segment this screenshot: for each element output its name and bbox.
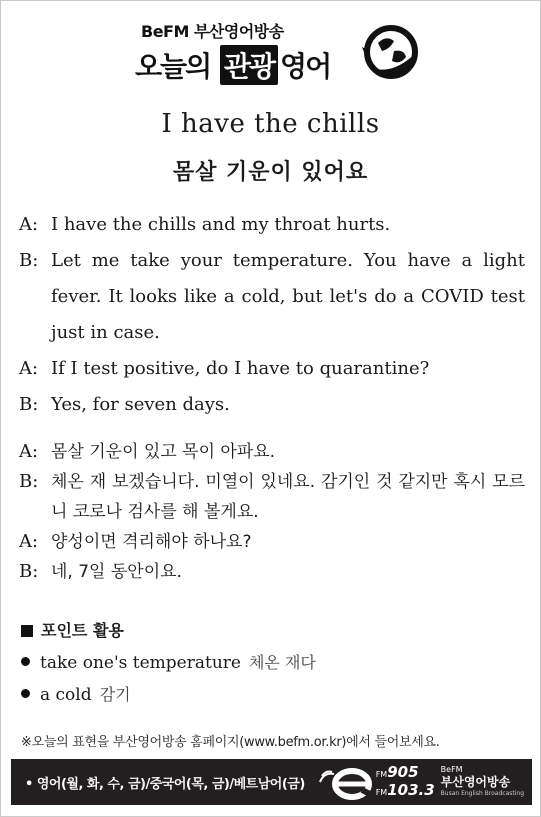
- fm-label: FM: [375, 770, 388, 779]
- speaker-label: A:: [19, 531, 39, 552]
- dialogue-english: [19, 207, 525, 423]
- dialogue-line: [19, 207, 525, 243]
- dialogue-line: [19, 527, 525, 557]
- speaker-label: B:: [19, 471, 39, 492]
- bullet-icon: [21, 689, 30, 698]
- brand-name: 부산영어방송: [440, 775, 511, 789]
- dialogue-text: 몸살 기운이 있고 목이 아파요.: [51, 442, 276, 462]
- dialogue-text: Let me take your temperature. You have a light fever. It looks like a cold, but let's do a COVID test just in case.: [51, 250, 525, 343]
- station-brand: [441, 764, 524, 800]
- point-korean: 감기: [99, 685, 131, 704]
- point-korean: 체온 재다: [248, 653, 316, 672]
- frequency-905: 905: [387, 763, 419, 781]
- footer-bar: [11, 759, 532, 805]
- speaker-label: A:: [19, 358, 39, 379]
- logo-title-post: 영어: [280, 50, 331, 83]
- dialogue-line: [19, 351, 525, 387]
- dialogue-text: I have the chills and my throat hurts.: [51, 214, 391, 235]
- point-section-title: [21, 618, 124, 641]
- square-bullet-icon: [21, 625, 33, 637]
- frequency-1033: 103.3: [387, 781, 435, 799]
- point-english: take one's temperature: [40, 653, 241, 673]
- dialogue-line: [19, 437, 525, 467]
- logo-title: [135, 45, 330, 85]
- expression-title-english: I have the chills: [161, 109, 380, 139]
- dialogue-text: If I test positive, do I have to quarantine?: [51, 358, 430, 379]
- logo-subtitle: BeFM 부산영어방송: [141, 22, 284, 41]
- point-title-text: 포인트 활용: [41, 621, 124, 640]
- program-logo: [135, 19, 425, 97]
- dialogue-korean: [19, 437, 525, 587]
- speaker-label: B:: [19, 394, 39, 415]
- point-english: a cold: [40, 685, 92, 705]
- speaker-label: A:: [19, 441, 39, 462]
- broadcast-schedule: • 영어(월, 화, 수, 금)/중국어(목, 금)/베트남어(금): [25, 776, 305, 792]
- logo-title-pre: 오늘의: [135, 50, 218, 83]
- logo-title-box: 관광: [220, 45, 278, 85]
- dialogue-line: [19, 243, 525, 351]
- dialogue-line: [19, 467, 525, 527]
- bullet-icon: [21, 657, 30, 666]
- station-logo: [318, 764, 532, 800]
- dialogue-text: 양성이면 격리해야 하나요?: [51, 532, 252, 552]
- footnote: ※오늘의 표현을 부산영어방송 홈페이지(www.befm.or.kr)에서 들어보세요.: [21, 735, 440, 750]
- point-item: [21, 647, 316, 679]
- expression-title-korean: 몸살 기운이 있어요: [172, 160, 369, 185]
- dialogue-line: [19, 557, 525, 587]
- befm-e-logo-icon: [318, 764, 374, 800]
- dialogue-line: [19, 387, 525, 423]
- brand-english: Busan English Broadcasting: [440, 790, 524, 797]
- speaker-label: B:: [19, 561, 39, 582]
- brand-small: BeFM: [440, 765, 463, 774]
- speaker-label: B:: [19, 250, 39, 271]
- globe-icon: [360, 21, 422, 83]
- point-item: [21, 679, 316, 711]
- dialogue-text: Yes, for seven days.: [51, 394, 230, 415]
- point-list: [21, 647, 316, 711]
- frequencies: [376, 764, 435, 800]
- speaker-label: A:: [19, 214, 39, 235]
- fm-label: FM: [375, 788, 388, 797]
- dialogue-text: 체온 재 보겠습니다. 미열이 있네요. 감기인 것 같지만 혹시 모르니 코로나 검사를 해 볼게요.: [51, 472, 525, 522]
- dialogue-text: 네, 7일 동안이요.: [51, 562, 182, 582]
